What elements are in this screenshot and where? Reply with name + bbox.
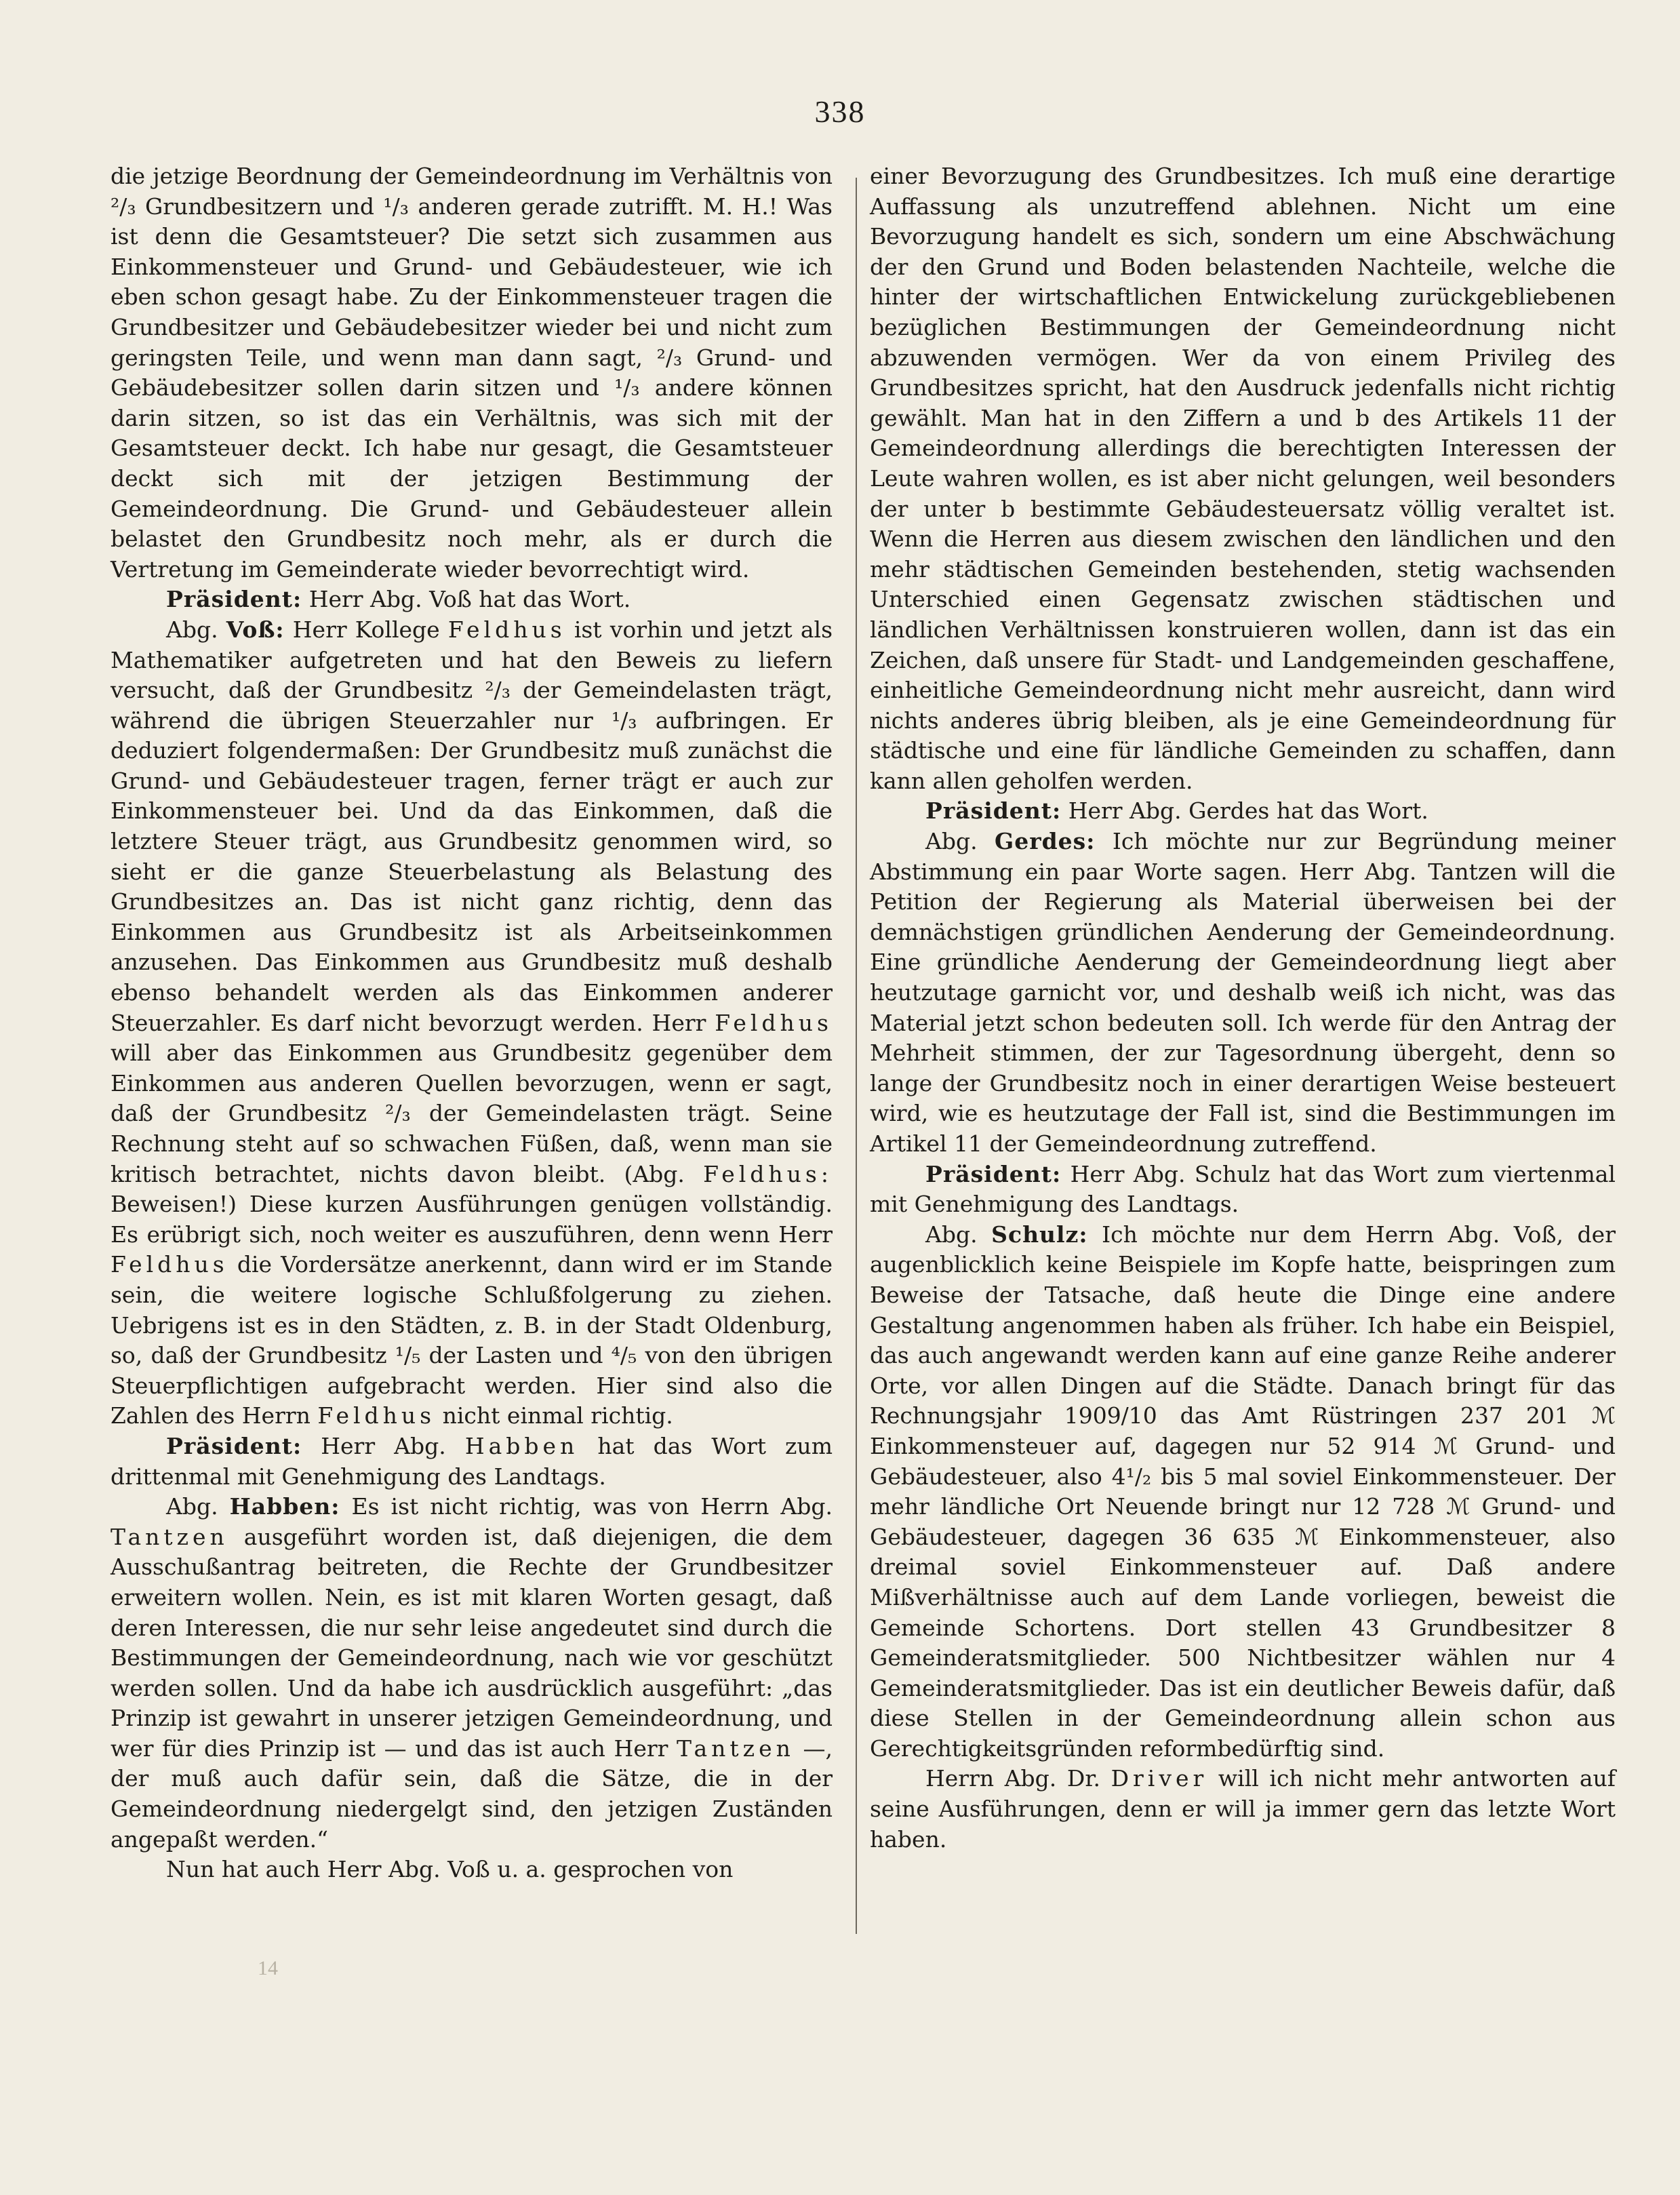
speaker-name: Feldhus [111, 1251, 228, 1278]
speaker-name: Habben [464, 1432, 579, 1459]
speaker-name: Feldhus [447, 616, 566, 643]
text: Abg. [925, 1221, 978, 1248]
text: Herr Abg. [321, 1432, 446, 1459]
text: ausgeführt worden ist, daß diejenigen, die dem Ausschußantrag beitreten, die Rechte der Grundbesitzer erweitern wollen. Nein, es ist mit klaren Worten gesagt, daß deren Interessen, die nur sehr leise angedeutet sind durch die Bestimmungen der Gemeindeordnung, nach wie vor geschützt werden sollen. Und da habe ich ausdrücklich ausgeführt: „das Prinzip ist gewahrt in unserer jetzigen Gemeindeordnung, und wer für dies Prinzip ist — und das ist auch Herr [111, 1523, 833, 1762]
speaker-name: Feldhus [317, 1402, 436, 1429]
speaker-name: Driver [1111, 1765, 1208, 1792]
text: Ich möchte nur zur Begründung meiner Abstimmung ein paar Worte sagen. Herr Abg. Tantzen will die Petition der Regierung als Material überweisen bei der demnächstigen gründlichen Aenderung der Gemeindeordnung. Eine gründliche Aenderung der Gemeindeordnung liegt aber heutzutage garnicht vor, und deshalb weiß ich nicht, was das Material jetzt schon bedeuten soll. Ich werde für den Antrag der Mehrheit stimmen, der zur Tagesordnung übergeht, denn so lange der Grundbesitz noch in einer derartigen Weise besteuert wird, wie es heutzutage der Fall ist, sind die Bestimmungen im Artikel 11 der Gemeindeordnung zutreffend. [870, 828, 1616, 1157]
speaker-label: Präsident: [925, 1160, 1062, 1187]
text: Abg. [925, 828, 978, 855]
speaker-name: Feldhus: [703, 1160, 833, 1187]
paragraph: Nun hat auch Herr Abg. Voß u. a. gesprochen von [166, 1856, 734, 1883]
text: Herr Abg. Gerdes hat das Wort. [1068, 797, 1428, 825]
paragraph [870, 796, 1616, 827]
speaker-label: Präsident: [166, 1432, 302, 1459]
speaker-label: Voß: [226, 616, 285, 643]
text: —, der muß auch dafür sein, daß die Sätze, die in der Gemeindeordnung niedergelgt sind, den jetzigen Zuständen angepaßt werden.“ [111, 1735, 833, 1853]
page-number: 338 [814, 94, 866, 129]
text: Herr Abg. Schulz hat das Wort zum viertenmal mit Genehmigung des Landtags. [870, 1160, 1616, 1218]
paragraph: einer Bevorzugung des Grundbesitzes. Ich muß eine derartige Auffassung als unzutreffend ablehnen. Nicht um eine Bevorzugung handelt es sich, sondern um eine Abschwächung der den Grund und Boden belastenden Nachteile, welche die hinter der wirtschaftlichen Entwickelung zurückgebliebenen bezüglichen Bestimmungen der Gemeindeordnung nicht abzuwenden vermögen. Wer da von einem Privileg des Grundbesitzes spricht, hat den Ausdruck jedenfalls nicht richtig gewählt. Man hat in den Ziffern a und b des Artikels 11 der Gemeindeordnung allerdings die berechtigten Interessen der Leute wahren wollen, es ist aber nicht gelungen, weil besonders der unter b bestimmte Gebäudesteuersatz völlig veraltet ist. Wenn die Herren aus diesem zwischen den ländlichen und den mehr städtischen Gemeinden bestehenden, stetig wachsenden Unterschied einen Gegensatz zwischen städtischen und ländlichen Verhältnissen konstruieren wollen, dann ist das ein Zeichen, daß unsere für Stadt- und Landgemeinden geschaffene, einheitliche Gemeindeordnung nicht mehr ausreicht, dann wird nichts anderes übrig bleiben, als je eine Gemeindeordnung für städtische und eine für ländliche Gemeinden zu schaffen, dann kann allen geholfen werden. [870, 163, 1616, 794]
paragraph: die jetzige Beordnung der Gemeindeordnung im Verhältnis von ²/₃ Grundbesitzern und ¹/₃ anderen gerade zutrifft. M. H.! Was ist denn die Gesamtsteuer? Die setzt sich zusammen aus Einkommensteuer und Grund- und Gebäudesteuer, wie ich eben schon gesagt habe. Zu der Einkommensteuer tragen die Grundbesitzer und Gebäudebesitzer wieder bei und nicht zum geringsten Teile, und wenn man dann sagt, ²/₃ Grund- und Gebäudebesitzer sollen darin sitzen und ¹/₃ andere können darin sitzen, so ist das ein Verhältnis, was sich mit der Gesamtsteuer deckt. Ich habe nur gesagt, die Gesamtsteuer deckt sich mit der jetzigen Bestimmung der Gemeindeordnung. Die Grund- und Gebäudesteuer allein belastet den Grundbesitz noch mehr, als er durch die Vertretung im Gemeinderate wieder bevorrechtigt wird. [111, 163, 833, 582]
text: hat das Wort zum drittenmal mit Genehmigung des Landtags. [111, 1432, 833, 1490]
text: Ich möchte nur dem Herrn Abg. Voß, der augenblicklich keine Beispiele im Kopfe hatte, beispringen zum Beweise der Tatsache, daß heute die Dinge eine andere Gestaltung angenommen haben als früher. Ich habe ein Beispiel, das auch angewandt werden kann auf eine ganze Reihe anderer Orte, vor allen Dingen auf die Städte. Danach bringt für das Rechnungsjahr 1909/10 das Amt Rüstringen 237 201 ℳ Einkommensteuer auf, dagegen nur 52 914 ℳ Grund- und Gebäudesteuer, also 4¹/₂ bis 5 mal soviel Einkommensteuer. Der mehr ländliche Ort Neuende bringt nur 12 728 ℳ Grund- und Gebäudesteuer, dagegen 36 635 ℳ Einkommensteuer, also dreimal soviel Einkommensteuer auf. Daß andere Mißverhältnisse auch auf dem Lande vorliegen, beweist die Gemeinde Schortens. Dort stellen 43 Grundbesitzer 8 Gemeinderatsmitglieder. 500 Nichtbesitzer wählen nur 4 Gemeinderatsmitglieder. Das ist ein deutlicher Beweis dafür, daß diese Stellen in der Gemeindeordnung allein schon aus Gerechtigkeitsgründen reformbedürftig sind. [870, 1221, 1616, 1762]
margin-mark: 14 [258, 1957, 278, 1979]
speaker-name: Tantzen [677, 1735, 795, 1762]
paragraph [870, 1220, 1616, 1764]
paragraph [111, 1492, 833, 1855]
speaker-label: Präsident: [925, 797, 1062, 825]
speaker-name: Feldhus [715, 1009, 833, 1036]
left-column [111, 161, 833, 1885]
speaker-name: Tantzen [111, 1523, 228, 1550]
paragraph [111, 1431, 833, 1492]
text: Herr Kollege [292, 616, 440, 643]
text: Beweisen!) Diese kurzen Ausführungen genügen vollständig. Es erübrigt sich, noch weiter es auszuführen, denn wenn Herr [111, 1191, 833, 1248]
right-column [870, 161, 1616, 1855]
text: Es ist nicht richtig, was von Herrn Abg. [351, 1493, 833, 1520]
paragraph [111, 615, 833, 1431]
paragraph [870, 1160, 1616, 1220]
paragraph [111, 585, 833, 615]
text: Abg. [166, 1493, 218, 1520]
text: ist vorhin und jetzt als Mathematiker aufgetreten und hat den Beweis zu liefern versucht, daß der Grundbesitz ²/₃ der Gemeindelasten trägt, während die übrigen Steuerzahler nur ¹/₃ aufbringen. Er deduziert folgendermaßen: Der Grundbesitz muß zunächst die Grund- und Gebäudesteuer tragen, ferner trägt er auch zur Einkommensteuer bei. Und da das Einkommen, daß die letztere Steuer trägt, aus Grundbesitz genommen wird, so sieht er die ganze Steuerbelastung als Belastung des Grundbesitzes an. Das ist nicht ganz richtig, denn das Einkommen aus Grundbesitz ist als Arbeitseinkommen anzusehen. Das Einkommen aus Grundbesitz muß deshalb ebenso behandelt werden als das Einkommen anderer Steuerzahler. Es darf nicht bevorzugt werden. Herr [111, 616, 833, 1036]
speaker-label: Präsident: [166, 586, 302, 613]
speaker-label: Schulz: [991, 1221, 1088, 1248]
paragraph [870, 1764, 1616, 1855]
column-divider [856, 178, 857, 1934]
text: will aber das Einkommen aus Grundbesitz gegenüber dem Einkommen aus anderen Quellen bevorzugen, wenn er sagt, daß der Grundbesitz ²/₃ der Gemeindelasten trägt. Seine Rechnung steht auf so schwachen Füßen, daß, wenn man sie kritisch betrachtet, nichts davon bleibt. (Abg. [111, 1040, 833, 1187]
text: nicht einmal richtig. [442, 1402, 673, 1429]
text: Herrn Abg. Dr. [925, 1765, 1100, 1792]
speaker-label: Gerdes: [995, 828, 1096, 855]
text: Herr Abg. Voß hat das Wort. [308, 586, 631, 613]
text: die Vordersätze anerkennt, dann wird er im Stande sein, die weitere logische Schlußfolgerung zu ziehen. Uebrigens ist es in den Städten, z. B. in der Stadt Oldenburg, so, daß der Grundbesitz ¹/₅ der Lasten und ⁴/₅ von den übrigen Steuerpflichtigen aufgebracht werden. Hier sind also die Zahlen des Herrn [111, 1251, 833, 1429]
speaker-label: Habben: [229, 1493, 340, 1520]
text: Abg. [166, 616, 218, 643]
paragraph [870, 827, 1616, 1160]
text: will ich nicht mehr antworten auf seine Ausführungen, denn er will ja immer gern das letzte Wort haben. [870, 1765, 1616, 1853]
